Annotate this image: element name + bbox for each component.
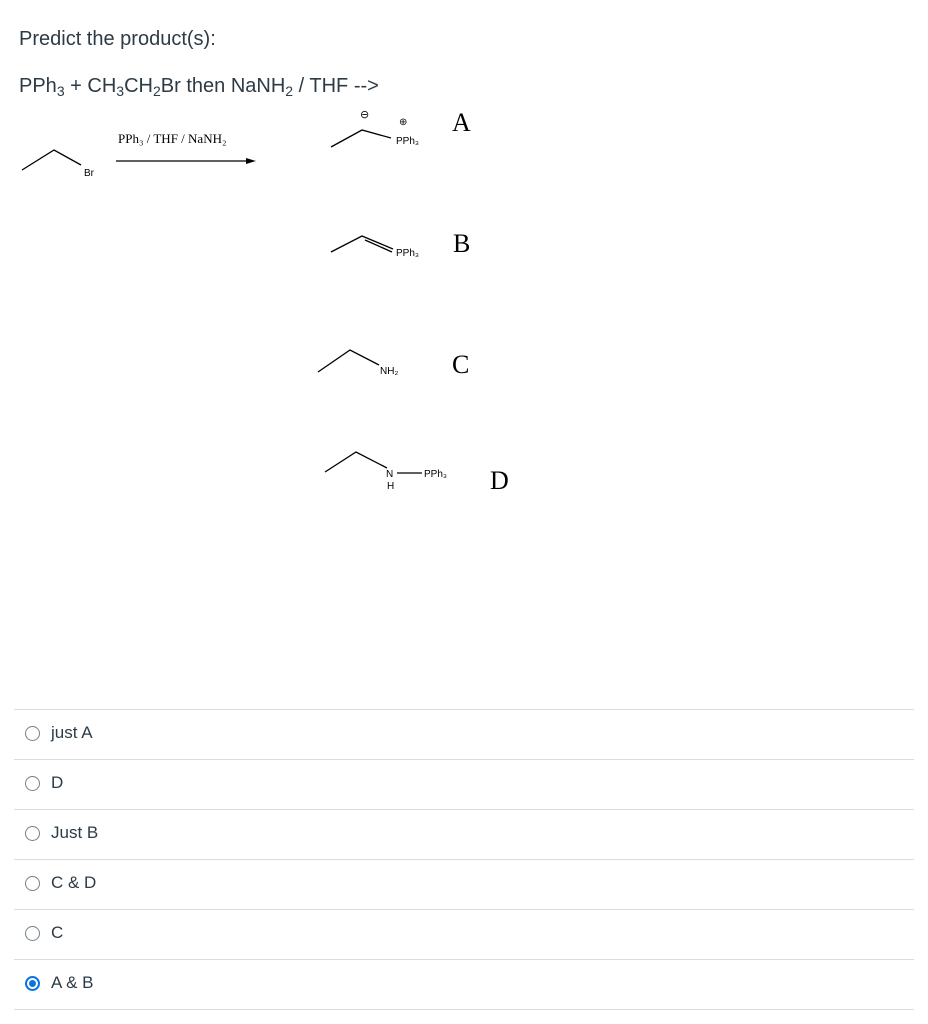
option-b-structure [331, 229, 470, 259]
reagent-label: PPh₃ / THF / NaNH₂ [118, 131, 227, 146]
answer-list [14, 709, 914, 1010]
question-title: Predict the product(s): [19, 28, 216, 50]
answer-label: C & D [51, 873, 97, 892]
starting-material-br: Br [84, 168, 94, 179]
radio-button[interactable] [25, 726, 40, 741]
equation-subscript: 3 [116, 83, 125, 99]
option-c-structure [318, 350, 469, 379]
option-d-n: N [386, 469, 394, 480]
equation-subscript: 2 [285, 83, 294, 99]
answer-option-c-and-d[interactable] [14, 860, 914, 910]
option-b-double-bond [365, 240, 392, 252]
answer-option-just-b[interactable] [14, 810, 914, 860]
starting-material [22, 150, 95, 179]
answer-label: A & B [51, 973, 94, 992]
radio-button[interactable] [25, 926, 40, 941]
reaction-scheme [0, 100, 560, 520]
option-d-h: H [387, 481, 395, 492]
answer-option-d[interactable] [14, 760, 914, 810]
option-c-label: C [452, 350, 470, 379]
radio-button[interactable] [25, 876, 40, 891]
answer-option-c[interactable] [14, 910, 914, 960]
equation-part: CH [124, 75, 153, 97]
option-d-structure [325, 452, 509, 495]
option-b-group: PPh₃ [396, 248, 419, 259]
option-a-structure [331, 108, 471, 147]
option-a-group: PPh₃ [396, 136, 419, 147]
answer-option-a-and-b[interactable] [14, 960, 914, 1010]
option-b-label: B [453, 229, 471, 258]
option-d-label: D [490, 466, 509, 495]
equation-part: / THF --> [293, 75, 379, 97]
answer-label: C [51, 923, 64, 942]
equation-part: PPh [19, 75, 57, 97]
equation-subscript: 2 [152, 83, 161, 99]
equation-subscript: 3 [56, 83, 65, 99]
reaction-arrow [116, 131, 256, 164]
option-a-minus-charge: ⊖ [360, 109, 370, 121]
option-d-group: PPh₃ [424, 469, 447, 480]
answer-option-just-a[interactable] [14, 710, 914, 760]
option-a-plus-charge: ⊕ [399, 117, 408, 128]
equation-part: + CH [64, 75, 117, 97]
question-equation [19, 75, 379, 98]
answer-label: Just B [51, 823, 99, 842]
option-c-group: NH₂ [380, 366, 399, 377]
equation-part: Br then NaNH [160, 75, 286, 97]
starting-material-skeleton [22, 150, 81, 170]
answer-label: just A [51, 723, 93, 742]
radio-button[interactable] [25, 976, 40, 991]
option-a-skeleton [331, 130, 391, 147]
arrow-head [246, 158, 256, 164]
option-c-skeleton [318, 350, 379, 372]
option-a-label: A [452, 108, 471, 137]
radio-button[interactable] [25, 826, 40, 841]
answer-label: D [51, 773, 64, 792]
radio-button[interactable] [25, 776, 40, 791]
option-b-skeleton [331, 236, 393, 252]
option-d-skeleton [325, 452, 387, 472]
